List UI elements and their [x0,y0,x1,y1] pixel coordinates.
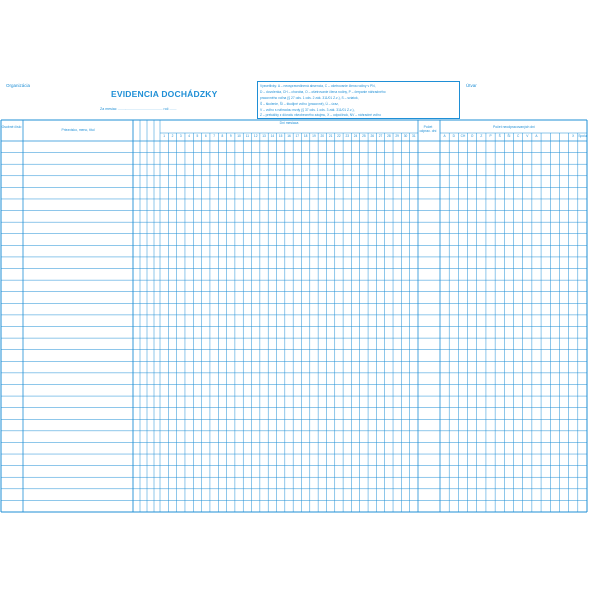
absence-code: ŠI [507,134,511,138]
day-number: 19 [312,134,316,138]
department-label: Útvar [466,83,477,88]
day-number: 5 [196,134,199,138]
col-header-name: Priezvisko, meno, titul [61,128,95,132]
day-number: 8 [221,134,224,138]
month-year-line: Za mesiac ............................................. roč ....... [100,107,177,111]
day-number: 26 [370,134,374,138]
day-number: 6 [204,134,207,138]
absence-code: A [443,134,446,138]
legend-line: V – voľno s náhradou mzdy (§ 37 ods. 1 ods. 3 zák. 311/01 Z.z.), [260,108,355,112]
day-number: 11 [245,134,250,138]
day-number: 20 [320,134,325,138]
absence-code: Š [498,134,501,138]
day-number: 14 [270,134,275,138]
day-number: 23 [345,134,350,138]
day-number: 2 [171,134,174,138]
col-header-days: Dni mesiaca [279,121,299,125]
absence-code: X [572,134,575,138]
col-header-missed-days: Počet neodpracovaných dní [492,125,536,129]
form-title: EVIDENCIA DOCHÁDZKY [111,89,218,99]
absence-code: O [470,134,474,138]
absence-code: D [452,134,455,138]
legend-line: Z – prekážky z dôvodu všeobecného záujmu, X – odpočinok, NV – náhradné voľno [260,113,382,117]
absence-code: V [526,134,529,138]
day-number: 9 [229,134,232,138]
day-number: 13 [262,134,266,138]
day-number: 4 [188,134,190,138]
absence-code: CH [460,134,466,138]
day-number: 24 [353,134,358,138]
absence-code: Spolu [578,134,587,138]
day-number: 15 [278,134,283,138]
day-number: 1 [163,134,166,138]
absence-code: P [489,134,492,138]
day-number: 21 [328,134,333,138]
col-header-worked-days: Počet odprac. dní [419,125,437,134]
absence-code: A [535,134,538,138]
absence-code: Z [480,134,483,138]
day-number: 16 [287,134,291,138]
day-number: 3 [179,134,182,138]
day-number: 28 [387,134,391,138]
legend-line: pracovného voľna (§ 27 ods. 1 ods. 2 zák. 311/01 Z.z.), S – sviatok, [260,96,359,100]
legend-line: Š – školenie, ŠI – študijné voľno (pracovné), Ú – úraz, [260,102,339,106]
absence-code: C [516,134,520,138]
day-number: 7 [213,134,215,138]
day-number: 22 [337,134,341,138]
organization-label: Organizácia [6,83,31,88]
legend-line: D – dovolenka, CH – choroba, O – ošetrovanie člena rodiny, P – čerpanie náhradného [260,90,386,94]
day-number: 10 [237,134,241,138]
day-number: 27 [378,134,383,138]
day-number: 30 [403,134,408,138]
day-number: 25 [362,134,366,138]
col-header-personal-number: Osobné číslo [1,125,22,129]
day-number: 29 [395,134,399,138]
day-number: 17 [295,134,300,138]
day-number: 31 [412,134,416,138]
legend-line: Vysvetlivky: A – neospravedlnená absencia, C – ošetrovanie člena rodiny v PN, [260,84,376,88]
day-number: 18 [303,134,308,138]
day-number: 12 [253,134,258,138]
